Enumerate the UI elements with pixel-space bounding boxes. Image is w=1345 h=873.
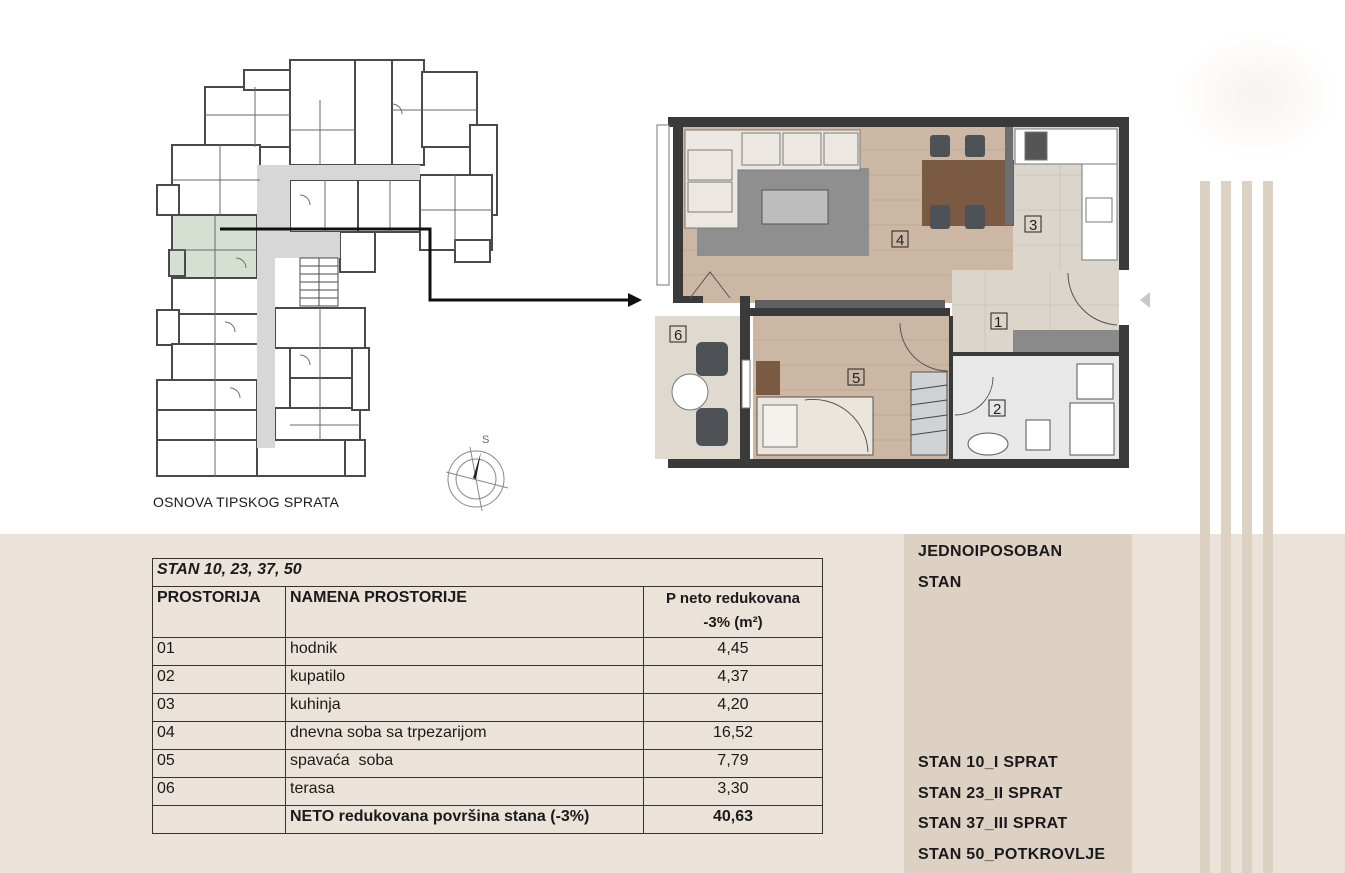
floor-label-3: STAN 37_III SPRAT xyxy=(918,815,1068,832)
apartment-type-line1: JEDNOIPOSOBAN xyxy=(918,543,1063,560)
staircase xyxy=(300,258,338,306)
compass-label: S xyxy=(482,434,490,446)
header-namena: NAMENA PROSTORIJE xyxy=(286,587,644,638)
table-row xyxy=(153,750,823,778)
header-area-line1: P neto redukovana xyxy=(666,590,800,607)
room-area-table xyxy=(152,558,823,834)
room-number: 03 xyxy=(153,694,286,722)
tv-unit xyxy=(755,300,945,308)
room-area: 16,52 xyxy=(644,722,823,750)
table-title: STAN 10, 23, 37, 50 xyxy=(153,559,823,587)
room-number-4: 4 xyxy=(896,232,905,249)
room-area: 4,20 xyxy=(644,694,823,722)
floor-plan-caption: OSNOVA TIPSKOG SPRATA xyxy=(153,494,339,510)
total-value: 40,63 xyxy=(644,806,823,834)
table-header-row xyxy=(153,587,823,638)
entrance-marker xyxy=(1140,292,1150,308)
total-label-rest: redukovana površina stana (-3%) xyxy=(334,808,590,825)
total-label xyxy=(286,806,644,834)
total-label-bold: NETO xyxy=(290,808,335,825)
floor-label-2: STAN 23_II SPRAT xyxy=(918,785,1063,802)
room-number: 01 xyxy=(153,638,286,666)
room-number: 02 xyxy=(153,666,286,694)
room-name: kuhinja xyxy=(286,694,644,722)
arrow-head xyxy=(628,293,642,307)
room-name: terasa xyxy=(286,778,644,806)
highlighted-terrace xyxy=(169,250,185,276)
floor-label-1: STAN 10_I SPRAT xyxy=(918,754,1058,771)
table-row xyxy=(153,722,823,750)
room-number-2: 2 xyxy=(993,401,1002,418)
room-area: 3,30 xyxy=(644,778,823,806)
table-row xyxy=(153,666,823,694)
header-area xyxy=(644,587,823,638)
table-total-row xyxy=(153,806,823,834)
apartment-type-line2: STAN xyxy=(918,574,962,591)
coffee-table xyxy=(762,190,828,224)
floor-label-4: STAN 50_POTKROVLJE xyxy=(918,846,1106,863)
total-empty-cell xyxy=(153,806,286,834)
header-prostorija: PROSTORIJA xyxy=(153,587,286,638)
room-number-3: 3 xyxy=(1029,217,1038,234)
room-number: 06 xyxy=(153,778,286,806)
compass xyxy=(446,447,508,511)
table-row xyxy=(153,638,823,666)
room-name: kupatilo xyxy=(286,666,644,694)
room-name: hodnik xyxy=(286,638,644,666)
room-number: 04 xyxy=(153,722,286,750)
header-area-line2: -3% (m²) xyxy=(703,614,763,631)
room-name: spavaća soba xyxy=(286,750,644,778)
room-area: 4,37 xyxy=(644,666,823,694)
room-number: 05 xyxy=(153,750,286,778)
apartment-plan xyxy=(655,117,1150,468)
table-title-row xyxy=(153,559,823,587)
room-area: 4,45 xyxy=(644,638,823,666)
compass-needle xyxy=(473,452,481,479)
table-row xyxy=(153,694,823,722)
room-area: 7,79 xyxy=(644,750,823,778)
room-number-6: 6 xyxy=(674,327,683,344)
wardrobe xyxy=(911,372,947,455)
table-row xyxy=(153,778,823,806)
room-name: dnevna soba sa trpezarijom xyxy=(286,722,644,750)
room-number-1: 1 xyxy=(994,314,1003,331)
room-number-5: 5 xyxy=(852,370,861,387)
